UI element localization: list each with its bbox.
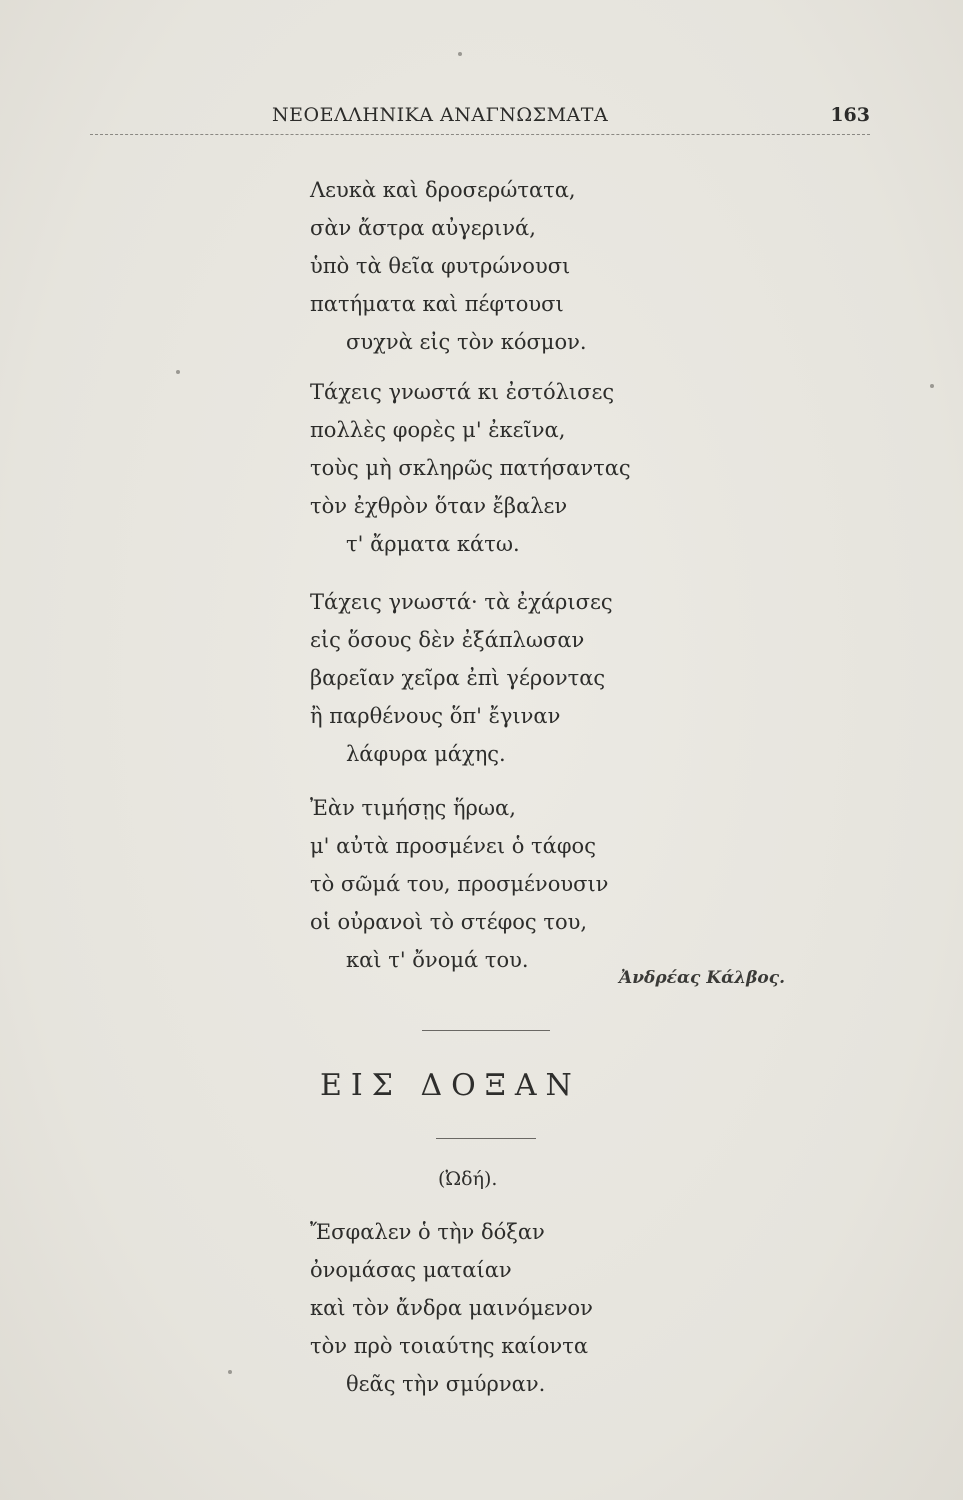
verse-line: Λευκὰ καὶ δροσερώτατα, xyxy=(310,178,576,202)
section-title: ΕΙΣ ΔΟΞΑΝ xyxy=(320,1068,581,1103)
verse-line: οἱ οὐρανοὶ τὸ στέφος του, xyxy=(310,910,588,934)
verse-line: τὸν πρὸ τοιαύτης καίοντα xyxy=(310,1334,588,1358)
verse-line: Τάχεις γνωστά κι ἐστόλισες xyxy=(310,380,615,404)
verse-line: θεᾶς τὴν σμύρναν. xyxy=(346,1372,546,1396)
verse-line: τοὺς μὴ σκληρῶς πατήσαντας xyxy=(310,456,631,480)
paper-speck xyxy=(176,370,180,374)
verse-line: ἢ παρθένους ὅπ' ἔγιναν xyxy=(310,704,561,728)
verse-line: βαρεῖαν χεῖρα ἐπὶ γέροντας xyxy=(310,666,606,690)
verse-line: λάφυρα μάχης. xyxy=(346,742,506,766)
section-divider-bottom xyxy=(436,1138,536,1139)
verse-line: τ' ἄρματα κάτω. xyxy=(346,532,520,556)
verse-line: ὀνομάσας ματαίαν xyxy=(310,1258,512,1282)
page-number: 163 xyxy=(830,104,870,126)
verse-line: καὶ τ' ὄνομά του. xyxy=(346,948,529,972)
verse-line: Ἐὰν τιμήσῃς ἥρωα, xyxy=(310,796,516,820)
paper-speck xyxy=(930,384,934,388)
verse-line: ὑπὸ τὰ θεῖα φυτρώνουσι xyxy=(310,254,571,278)
verse-line: πατήματα καὶ πέφτουσι xyxy=(310,292,564,316)
verse-line: Τάχεις γνωστά· τὰ ἐχάρισες xyxy=(310,590,613,614)
section-divider-top xyxy=(422,1030,550,1031)
verse-line: συχνὰ εἰς τὸν κόσμον. xyxy=(346,330,587,354)
verse-line: πολλὲς φορὲς μ' ἐκεῖνα, xyxy=(310,418,566,442)
verse-line: τὸ σῶμά του, προσμένουσιν xyxy=(310,872,609,896)
header-rule xyxy=(90,134,870,135)
verse-line: τὸν ἐχθρὸν ὅταν ἔβαλεν xyxy=(310,494,568,518)
verse-line: εἰς ὅσους δὲν ἐξάπλωσαν xyxy=(310,628,585,652)
verse-line: σὰν ἄστρα αὐγερινά, xyxy=(310,216,536,240)
verse-line: καὶ τὸν ἄνδρα μαινόμενον xyxy=(310,1296,593,1320)
page-header xyxy=(90,100,870,140)
paper-speck xyxy=(458,52,462,56)
verse-line: μ' αὐτὰ προσμένει ὁ τάφος xyxy=(310,834,596,858)
verse-line: Ἔσφαλεν ὁ τὴν δόξαν xyxy=(310,1220,545,1244)
paper-speck xyxy=(228,1370,232,1374)
running-title: ΝΕΟΕΛΛΗΝΙΚΑ ΑΝΑΓΝΩΣΜΑΤΑ xyxy=(272,104,609,126)
author-signature: Ἀνδρέας Κάλβος. xyxy=(619,968,785,988)
section-subtitle: (Ὠδή). xyxy=(438,1168,498,1190)
